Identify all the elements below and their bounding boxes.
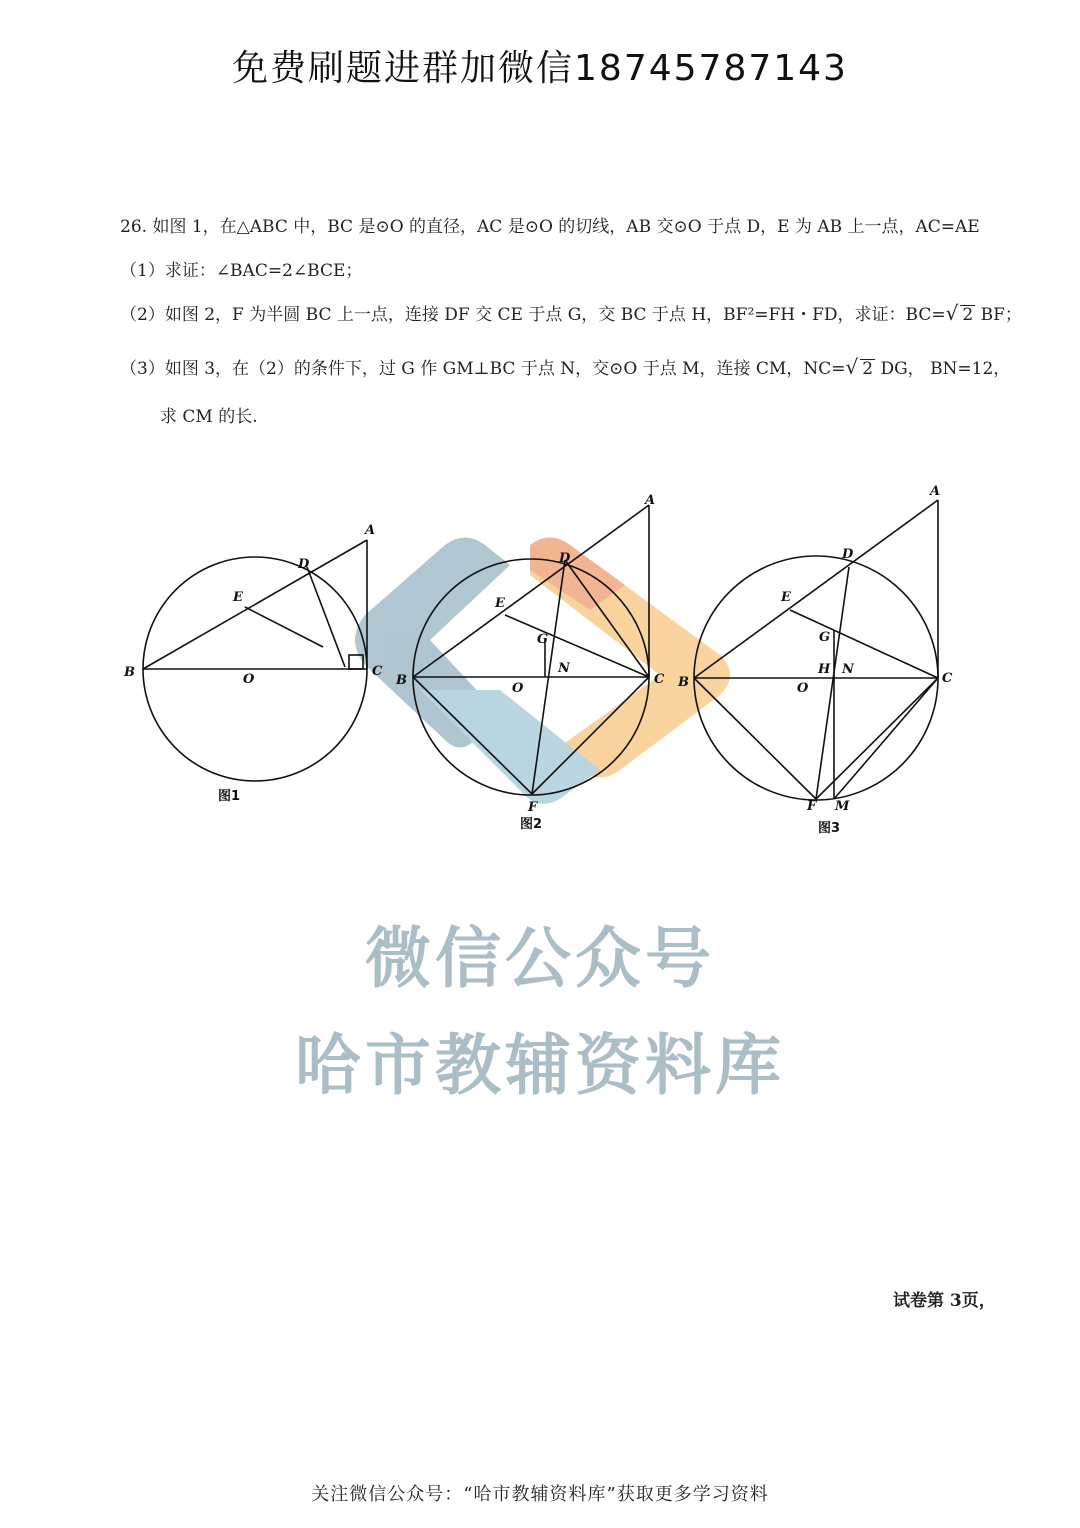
logo-watermark (355, 538, 730, 804)
fig1-caption: 图1 (218, 789, 241, 804)
fig3-label-g: G (819, 630, 831, 645)
fig1-label-a: A (365, 523, 376, 538)
fig1-line-ec (245, 607, 323, 647)
fig3-label-c: C (942, 671, 953, 686)
question-stem: 26. 如图 1，在△ABC 中，BC 是⊙O 的直径，AC 是⊙O 的切线，AB 交⊙O 于点 D，E 为 AB 上一点，AC=AE (120, 217, 980, 237)
fig2-label-o: O (512, 681, 524, 696)
question-part-3 (120, 354, 1010, 379)
geometry-figures (100, 470, 1000, 850)
part3-radicand: 2 (862, 359, 874, 379)
watermark-line-2: 哈市教辅资料库 (295, 1027, 785, 1104)
fig1-label-b: B (124, 665, 135, 680)
fig3-label-e: E (781, 590, 791, 605)
fig3-label-a: A (930, 484, 941, 499)
page-number-label: 试卷第 3页， (893, 1291, 996, 1311)
fig1-label-c: C (372, 664, 383, 679)
part2-radicand: 2 (962, 305, 974, 325)
part2-text-before: （2）如图 2，F 为半圆 BC 上一点，连接 DF 交 CE 于点 G，交 BC 于点 H，BF²=FH・FD，求证：BC= (120, 305, 946, 325)
part3-text-after: DG， BN=12， (880, 359, 1011, 379)
fig3-label-d: D (842, 547, 854, 562)
fig2-label-c: C (654, 672, 665, 687)
fig3-line-ec (790, 610, 938, 678)
fig1-label-o: O (243, 672, 255, 687)
watermark-line-1: 微信公众号 (365, 920, 715, 997)
fig2-label-f: F (528, 800, 538, 815)
fig2-label-n: N (558, 661, 570, 676)
question-part-3-continued: 求 CM 的长. (160, 407, 258, 427)
fig1-label-d: D (298, 557, 310, 572)
fig2-label-d: D (559, 551, 571, 566)
fig3-line-bf (694, 678, 816, 799)
fig2-label-a: A (645, 493, 656, 508)
fig3-label-m: M (835, 799, 850, 814)
promo-header: 免费刷题进群加微信18745787143 (232, 48, 848, 89)
figure-3 (694, 500, 938, 800)
fig3-label-n: N (842, 662, 854, 677)
fig3-line-df (816, 567, 849, 799)
part2-text-after: BF； (980, 305, 1022, 325)
fig3-line-ab (694, 500, 938, 678)
figures-svg (100, 470, 1000, 850)
sqrt-symbol: √ (845, 355, 859, 379)
fig2-label-b: B (396, 673, 407, 688)
fig3-label-f: F (807, 799, 817, 814)
fig2-label-g: G (537, 632, 549, 647)
fig1-label-e: E (233, 590, 243, 605)
footer-note: 关注微信公众号：“哈市教辅资料库”获取更多学习资料 (311, 1484, 769, 1505)
fig2-label-e: E (495, 596, 505, 611)
question-part-2 (120, 300, 1022, 325)
fig3-caption: 图3 (818, 821, 841, 836)
fig2-caption: 图2 (520, 817, 543, 832)
fig3-label-b: B (678, 675, 689, 690)
fig1-line-ab (143, 540, 367, 669)
question-part-1: （1）求证：∠BAC=2∠BCE； (120, 261, 363, 281)
part3-text-before: （3）如图 3，在（2）的条件下，过 G 作 GM⊥BC 于点 N，交⊙O 于点 M，连接 CM，NC= (120, 359, 846, 379)
sqrt-symbol: √ (945, 301, 959, 325)
figure-1 (143, 540, 367, 781)
fig3-label-h: H (818, 662, 831, 677)
fig3-label-o: O (797, 681, 809, 696)
